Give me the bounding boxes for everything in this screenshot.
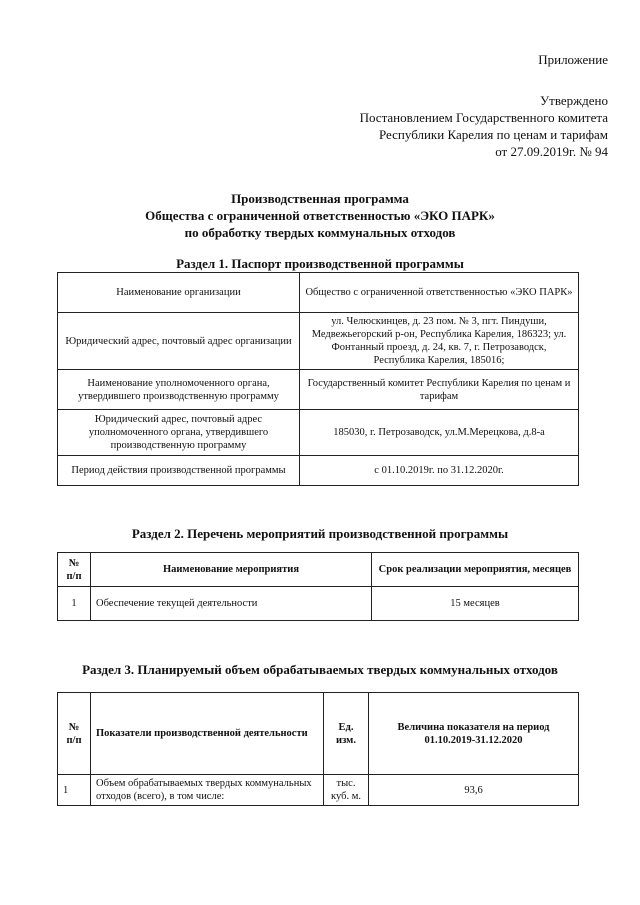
section3-title: Раздел 3. Планируемый объем обрабатываемых твердых коммунальных отходов: [82, 662, 558, 677]
approval-line: Утверждено: [539, 93, 608, 108]
approval-line: от 27.09.2019г. № 94: [495, 144, 608, 159]
row-value: Государственный комитет Республики Карелия по ценам и тарифам: [300, 370, 579, 410]
table-header-row: [58, 693, 579, 775]
row-label: Период действия производственной программы: [58, 456, 300, 486]
cell-indicator: Объем обрабатываемых твердых коммунальных отходов (всего), в том числе:: [91, 775, 324, 806]
row-value: 185030, г. Петрозаводск, ул.М.Мерецкова, д.8-а: [300, 410, 579, 456]
program-title-line: по обработку твердых коммунальных отходов: [184, 225, 456, 240]
table-row: [58, 775, 579, 806]
row-label: Юридический адрес, почтовый адрес организации: [58, 313, 300, 370]
cell-num: 1: [58, 587, 91, 621]
header-name: Наименование мероприятия: [91, 553, 372, 587]
header-indicator: Показатели производственной деятельности: [91, 693, 324, 775]
approval-line: Республики Карелия по ценам и тарифам: [378, 127, 608, 142]
row-value: с 01.10.2019г. по 31.12.2020г.: [300, 456, 579, 486]
volume-table: [57, 692, 579, 806]
measures-table: [57, 552, 579, 621]
approval-block: [360, 92, 608, 160]
table-row: [58, 410, 579, 456]
cell-name: Обеспечение текущей деятельности: [91, 587, 372, 621]
row-label: Юридический адрес, почтовый адрес уполномоченного органа, утвердившего производственную программу: [58, 410, 300, 456]
annex-label: Приложение: [538, 52, 608, 67]
cell-value: 93,6: [369, 775, 579, 806]
cell-num: 1: [58, 775, 91, 806]
table-header-row: [58, 553, 579, 587]
table-row: [58, 370, 579, 410]
header-num: № п/п: [58, 693, 91, 775]
approval-line: Постановлением Государственного комитета: [359, 110, 608, 125]
section2-title: Раздел 2. Перечень мероприятий производственной программы: [131, 526, 509, 541]
program-title: [0, 190, 640, 241]
table-row: [58, 273, 579, 313]
header-unit: Ед. изм.: [324, 693, 369, 775]
program-title-line: Производственная программа: [231, 191, 409, 206]
cell-term: 15 месяцев: [372, 587, 579, 621]
table-row: [58, 456, 579, 486]
row-value: Общество с ограниченной ответственностью «ЭКО ПАРК»: [300, 273, 579, 313]
table-row: [58, 313, 579, 370]
program-title-line: Общества с ограниченной ответственностью «ЭКО ПАРК»: [145, 208, 495, 223]
section1-title: Раздел 1. Паспорт производственной программы: [176, 256, 464, 271]
row-label: Наименование организации: [58, 273, 300, 313]
table-row: [58, 587, 579, 621]
row-value: ул. Челюскинцев, д. 23 пом. № 3, пгт. Пиндуши, Медвежьегорский р-он, Республика Карелия, 186323; ул. Фонтанный проезд, д. 24, кв. 7, г. Петрозаводск, Республика Карелия, 185016;: [300, 313, 579, 370]
header-value: Величина показателя на период 01.10.2019-31.12.2020: [369, 693, 579, 775]
header-num: № п/п: [58, 553, 91, 587]
cell-unit: тыс. куб. м.: [324, 775, 369, 806]
passport-table: [57, 272, 579, 486]
header-term: Срок реализации мероприятия, месяцев: [372, 553, 579, 587]
row-label: Наименование уполномоченного органа, утвердившего производственную программу: [58, 370, 300, 410]
